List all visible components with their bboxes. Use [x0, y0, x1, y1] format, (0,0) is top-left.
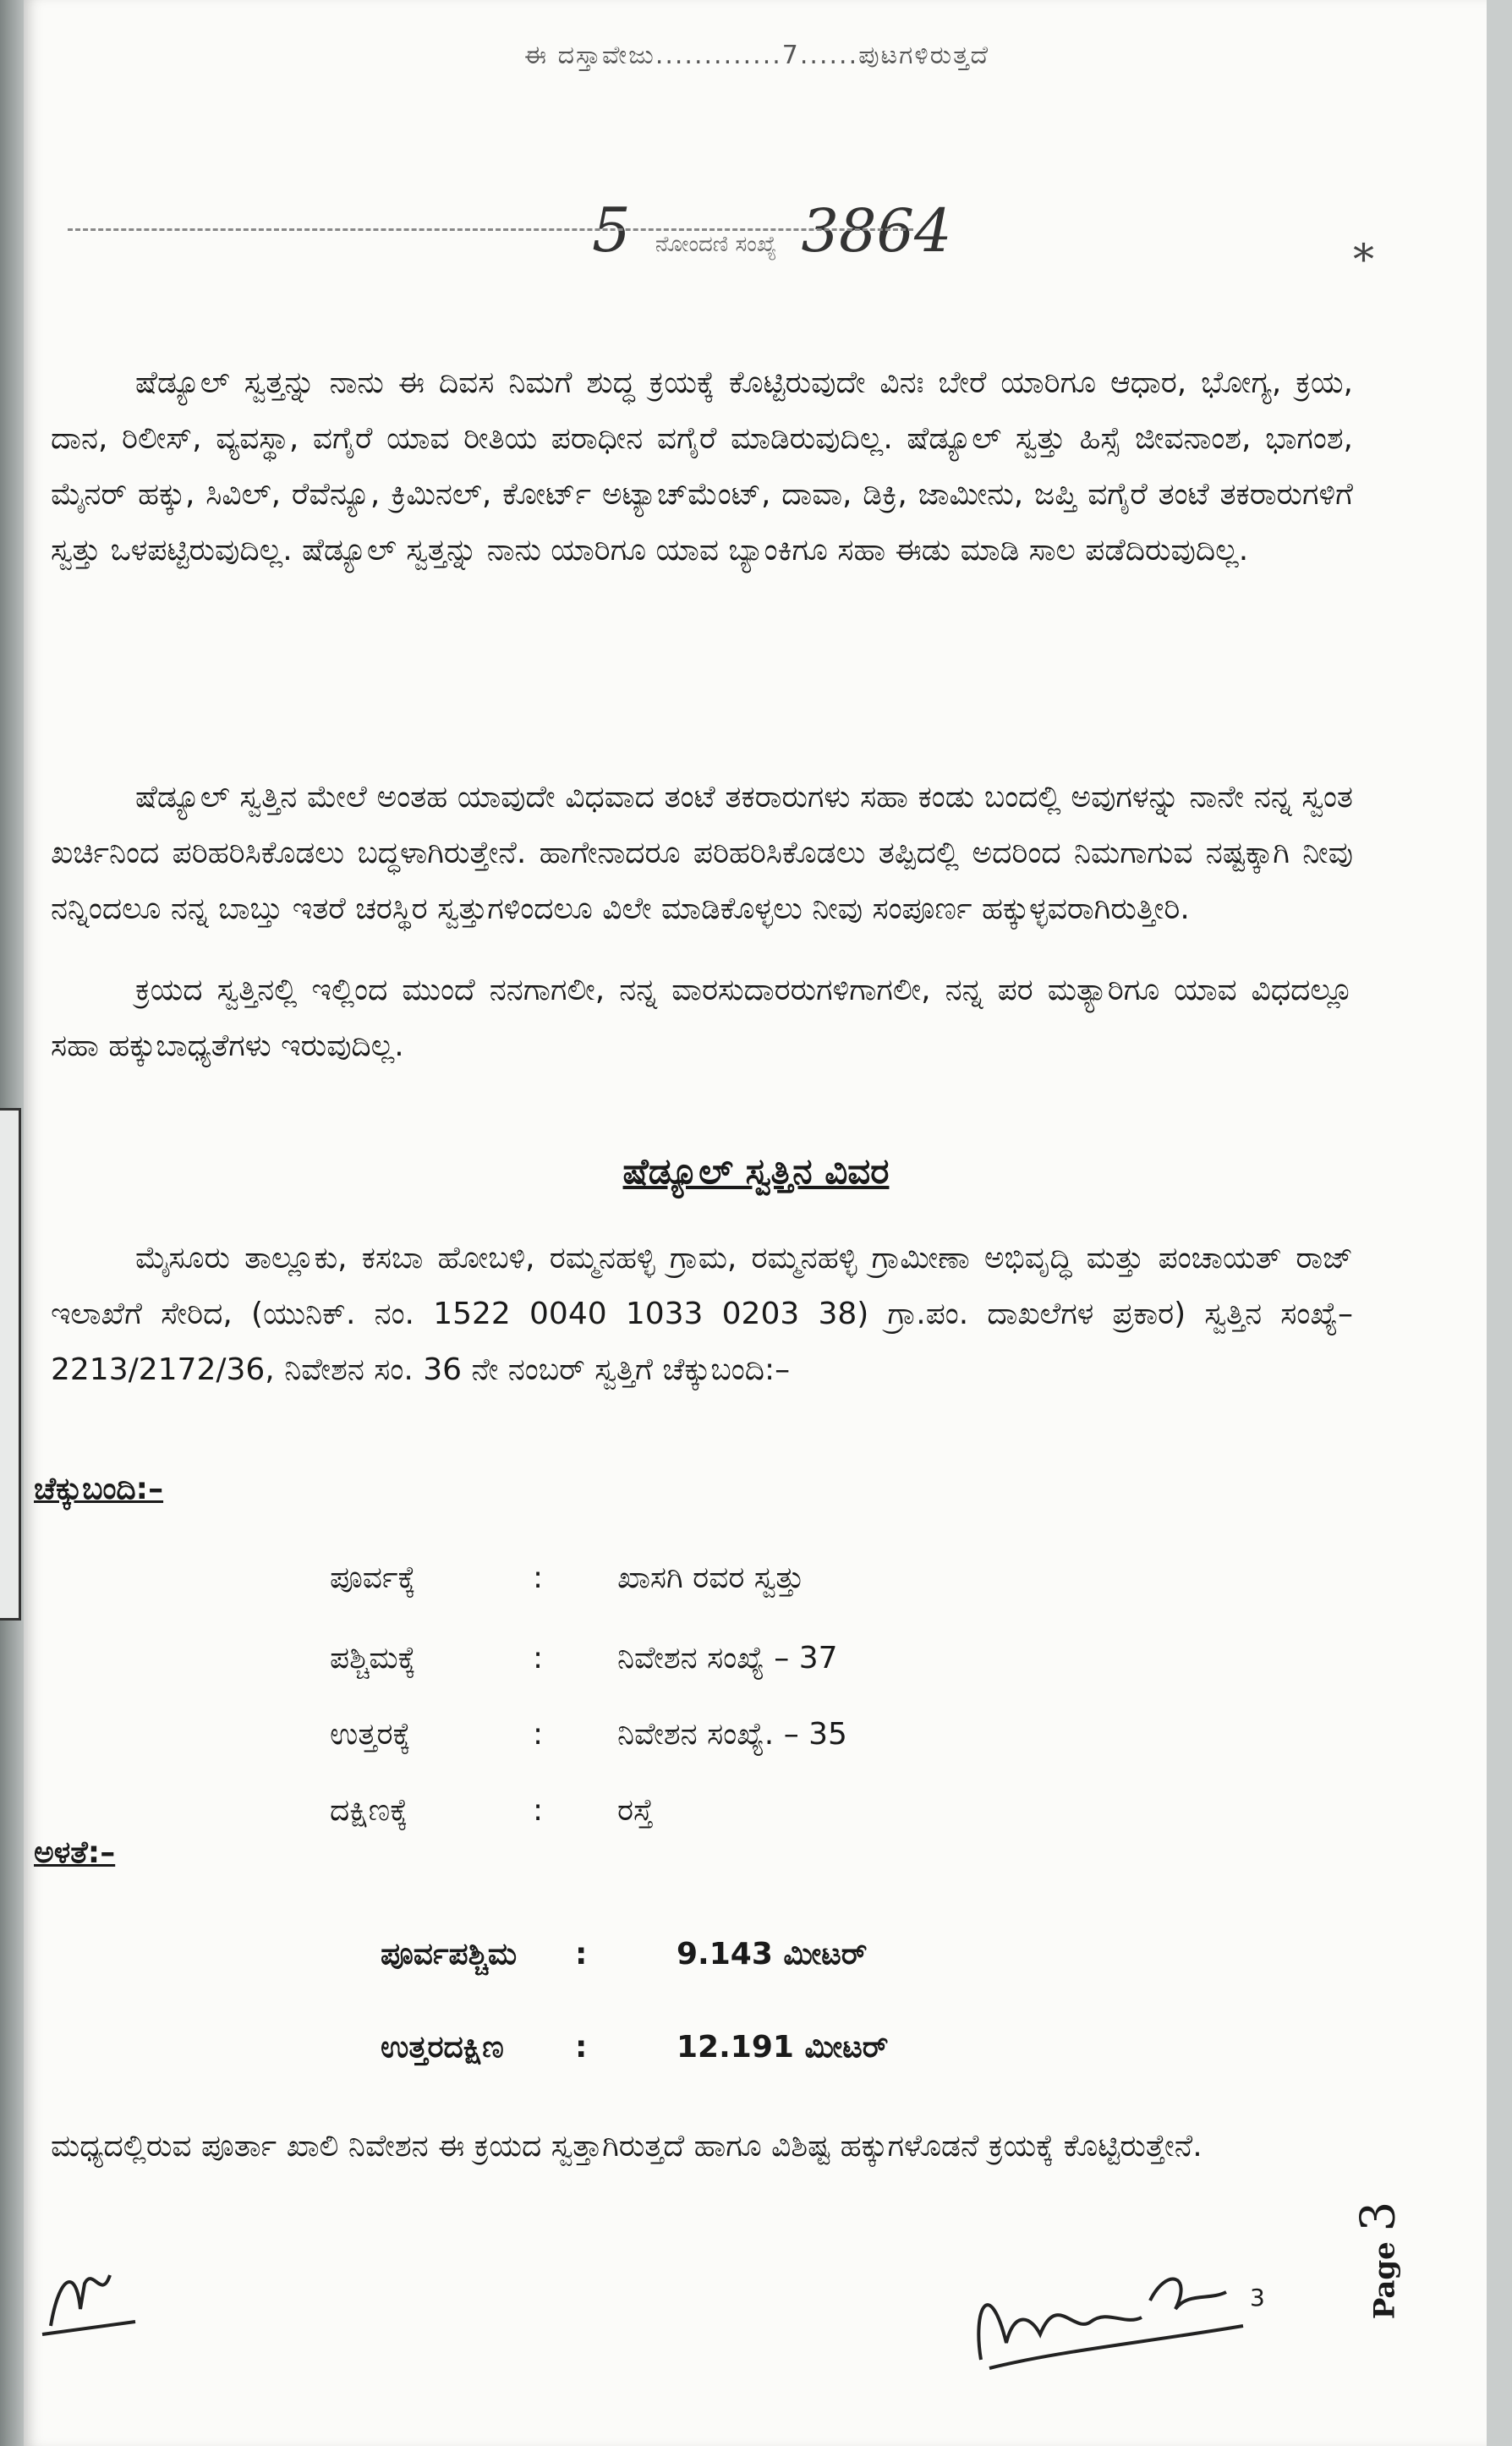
page-number: 3 [1350, 2201, 1406, 2232]
boundary-key: ಉತ್ತರಕ್ಕೆ [330, 1717, 411, 1752]
page-count-line: ಈ ದಸ್ತಾವೇಜು.............7......ಪುಟಗಳಿರುತ್ತದೆ [524, 41, 990, 70]
boundary-sep: : [533, 1793, 544, 1828]
paragraph-indemnity: ಷೆಡ್ಯೂಲ್ ಸ್ವತ್ತಿನ ಮೇಲೆ ಅಂತಹ ಯಾವುದೇ ವಿಧವಾದ ತಂಟೆ ತಕರಾರುಗಳು ಸಹಾ ಕಂಡು ಬಂದಲ್ಲಿ ಅವುಗಳನ್ನು ನಾನೇ ನನ್ನ ಸ್ವಂತ ಖರ್ಚಿನಿಂದ ಪರಿಹರಿಸಿಕೊಡಲು ಬದ್ಧಳಾಗಿರುತ್ತೇನೆ. ಹಾಗೇನಾದರೂ ಪರಿಹರಿಸಿಕೊಡಲು ತಪ್ಪಿದಲ್ಲಿ ಅದರಿಂದ ನಿಮಗಾಗುವ ನಷ್ಟಕ್ಕಾಗಿ ನೀವು ನನ್ನಿಂದಲೂ ನನ್ನ ಬಾಬ್ತು ಇತರೆ ಚರಸ್ಥಿರ ಸ್ವತ್ತುಗಳಿಂದಲೂ ವಿಲೇ ಮಾಡಿಕೊಳ್ಳಲು ನೀವು ಸಂಪೂರ್ಣ ಹಕ್ಕುಳ್ಳವರಾಗಿರುತ್ತೀರಿ. [51, 780, 1353, 926]
boundary-sep: : [533, 1641, 544, 1675]
signature-number: 3 [1250, 2284, 1265, 2312]
measurement-key: ಉತ್ತರದಕ್ಷಿಣ [381, 2030, 504, 2065]
paragraph-property-description: ಮೈಸೂರು ತಾಲ್ಲೂಕು, ಕಸಬಾ ಹೋಬಳಿ, ರಮ್ಮನಹಳ್ಳಿ ಗ್ರಾಮ, ರಮ್ಮನಹಳ್ಳಿ ಗ್ರಾಮೀಣಾ ಅಭಿವೃದ್ಧಿ ಮತ್ತು ಪಂಚಾಯತ್ ರಾಜ್ ಇಲಾಖೆಗೆ ಸೇರಿದ, (ಯುನಿಕ್. ನಂ. 1522 0040 1033 0203 38) ಗ್ರಾ.ಪಂ. ದಾಖಲೆಗಳ ಪ್ರಕಾರ) ಸ್ವತ್ತಿನ ಸಂಖ್ಯೆ– 2213/2172/36, ನಿವೇಶನ ಸಂ. 36 ನೇ ನಂಬರ್ ಸ್ವತ್ತಿಗೆ ಚೆಕ್ಕುಬಂದಿ:– [51, 1241, 1353, 1387]
boundary-key: ಪೂರ್ವಕ್ಕೆ [330, 1560, 416, 1595]
document-prefix: 5 [592, 195, 631, 266]
header-dotted-rule [68, 228, 913, 231]
margin-mark: * [1353, 235, 1374, 284]
boundary-key: ದಕ್ಷಿಣಕ್ಕೆ [330, 1793, 408, 1828]
paragraph-title-guarantee: ಷೆಡ್ಯೂಲ್ ಸ್ವತ್ತನ್ನು ನಾನು ಈ ದಿವಸ ನಿಮಗೆ ಶುದ್ಧ ಕ್ರಯಕ್ಕೆ ಕೊಟ್ಟಿರುವುದೇ ವಿನಃ ಬೇರೆ ಯಾರಿಗೂ ಆಧಾರ, ಭೋಗ್ಯ, ಕ್ರಯ, ದಾನ, ರಿಲೀಸ್, ವ್ಯವಸ್ಥಾ, ವಗೈರೆ ಯಾವ ರೀತಿಯ ಪರಾಧೀನ ವಗೈರೆ ಮಾಡಿರುವುದಿಲ್ಲ. ಷೆಡ್ಯೂಲ್ ಸ್ವತ್ತು ಹಿಸ್ಸೆ ಜೀವನಾಂಶ, ಭಾಗಂಶ, ಮೈನರ್ ಹಕ್ಕು, ಸಿವಿಲ್, ರೆವೆನ್ಯೂ, ಕ್ರಿಮಿನಲ್, ಕೋರ್ಟ್ ಅಟ್ಯಾಚ್‌ಮೆಂಟ್, ದಾವಾ, ಡಿಕ್ರಿ, ಜಾಮೀನು, ಜಪ್ತಿ ವಗೈರೆ ತಂಟೆ ತಕರಾರುಗಳಿಗೆ ಸ್ವತ್ತು ಒಳಪಟ್ಟಿರುವುದಿಲ್ಲ. ಷೆಡ್ಯೂಲ್ ಸ್ವತ್ತನ್ನು ನಾನು ಯಾರಿಗೂ ಯಾವ ಬ್ಯಾಂಕಿಗೂ ಸಹಾ ಈಡು ಮಾಡಿ ಸಾಲ ಪಡೆದಿರುವುದಿಲ್ಲ. [51, 365, 1353, 568]
boundary-key: ಪಶ್ಚಿಮಕ್ಕೆ [330, 1641, 416, 1675]
boundary-value: ಖಾಸಗಿ ರವರ ಸ್ವತ್ತು [617, 1560, 804, 1595]
page-number-label [1350, 2202, 1405, 2320]
boundary-value: ನಿವೇಶನ ಸಂಖ್ಯೆ – 37 [617, 1641, 838, 1675]
paragraph-relinquish: ಕ್ರಯದ ಸ್ವತ್ತಿನಲ್ಲಿ ಇಲ್ಲಿಂದ ಮುಂದೆ ನನಗಾಗಲೀ, ನನ್ನ ವಾರಸುದಾರರುಗಳಿಗಾಗಲೀ, ನನ್ನ ಪರ ಮತ್ಯಾರಿಗೂ ಯಾವ ವಿಧದಲ್ಲೂ ಸಹಾ ಹಕ್ಕುಬಾಧ್ಯತೆಗಳು ಇರುವುದಿಲ್ಲ. [51, 973, 1353, 1063]
measurement-key: ಪೂರ್ವಪಶ್ಚಿಮ [381, 1937, 518, 1972]
boundary-sep: : [533, 1717, 544, 1752]
measurement-sep: : [575, 1937, 588, 1972]
page-word: Page [1367, 2241, 1402, 2320]
measurement-value: 9.143 ಮೀಟರ್ [677, 1937, 868, 1972]
document-number: 3864 [801, 196, 952, 266]
boundary-sep: : [533, 1560, 544, 1595]
boundaries-title: ಚೆಕ್ಕುಬಂದಿ:– [34, 1472, 164, 1506]
paragraph-conclusion: ಮಧ್ಯದಲ್ಲಿರುವ ಪೂರ್ತಾ ಖಾಲಿ ನಿವೇಶನ ಈ ಕ್ರಯದ ಸ್ವತ್ತಾಗಿರುತ್ತದೆ ಹಾಗೂ ವಿಶಿಷ್ಟ ಹಕ್ಕುಗಳೊಡನೆ ಕ್ರಯಕ್ಕೆ ಕೊಟ್ಟಿರುತ್ತೇನೆ. [51, 2129, 1202, 2164]
measurement-sep: : [575, 2030, 588, 2065]
schedule-heading: ಷೆಡ್ಯೂಲ್ ಸ್ವತ್ತಿನ ವಿವರ [622, 1150, 890, 1192]
boundary-value: ನಿವೇಶನ ಸಂಖ್ಯೆ. – 35 [617, 1717, 847, 1752]
signature-right [956, 2241, 1277, 2377]
measurement-value: 12.191 ಮೀಟರ್ [677, 2030, 889, 2065]
signature-left [34, 2250, 152, 2351]
document-number-label: ನೋಂದಣಿ ಸಂಖ್ಯೆ [655, 232, 777, 257]
measurements-title: ಅಳತೆ:– [34, 1835, 116, 1870]
boundary-value: ರಸ್ತೆ [617, 1793, 654, 1828]
